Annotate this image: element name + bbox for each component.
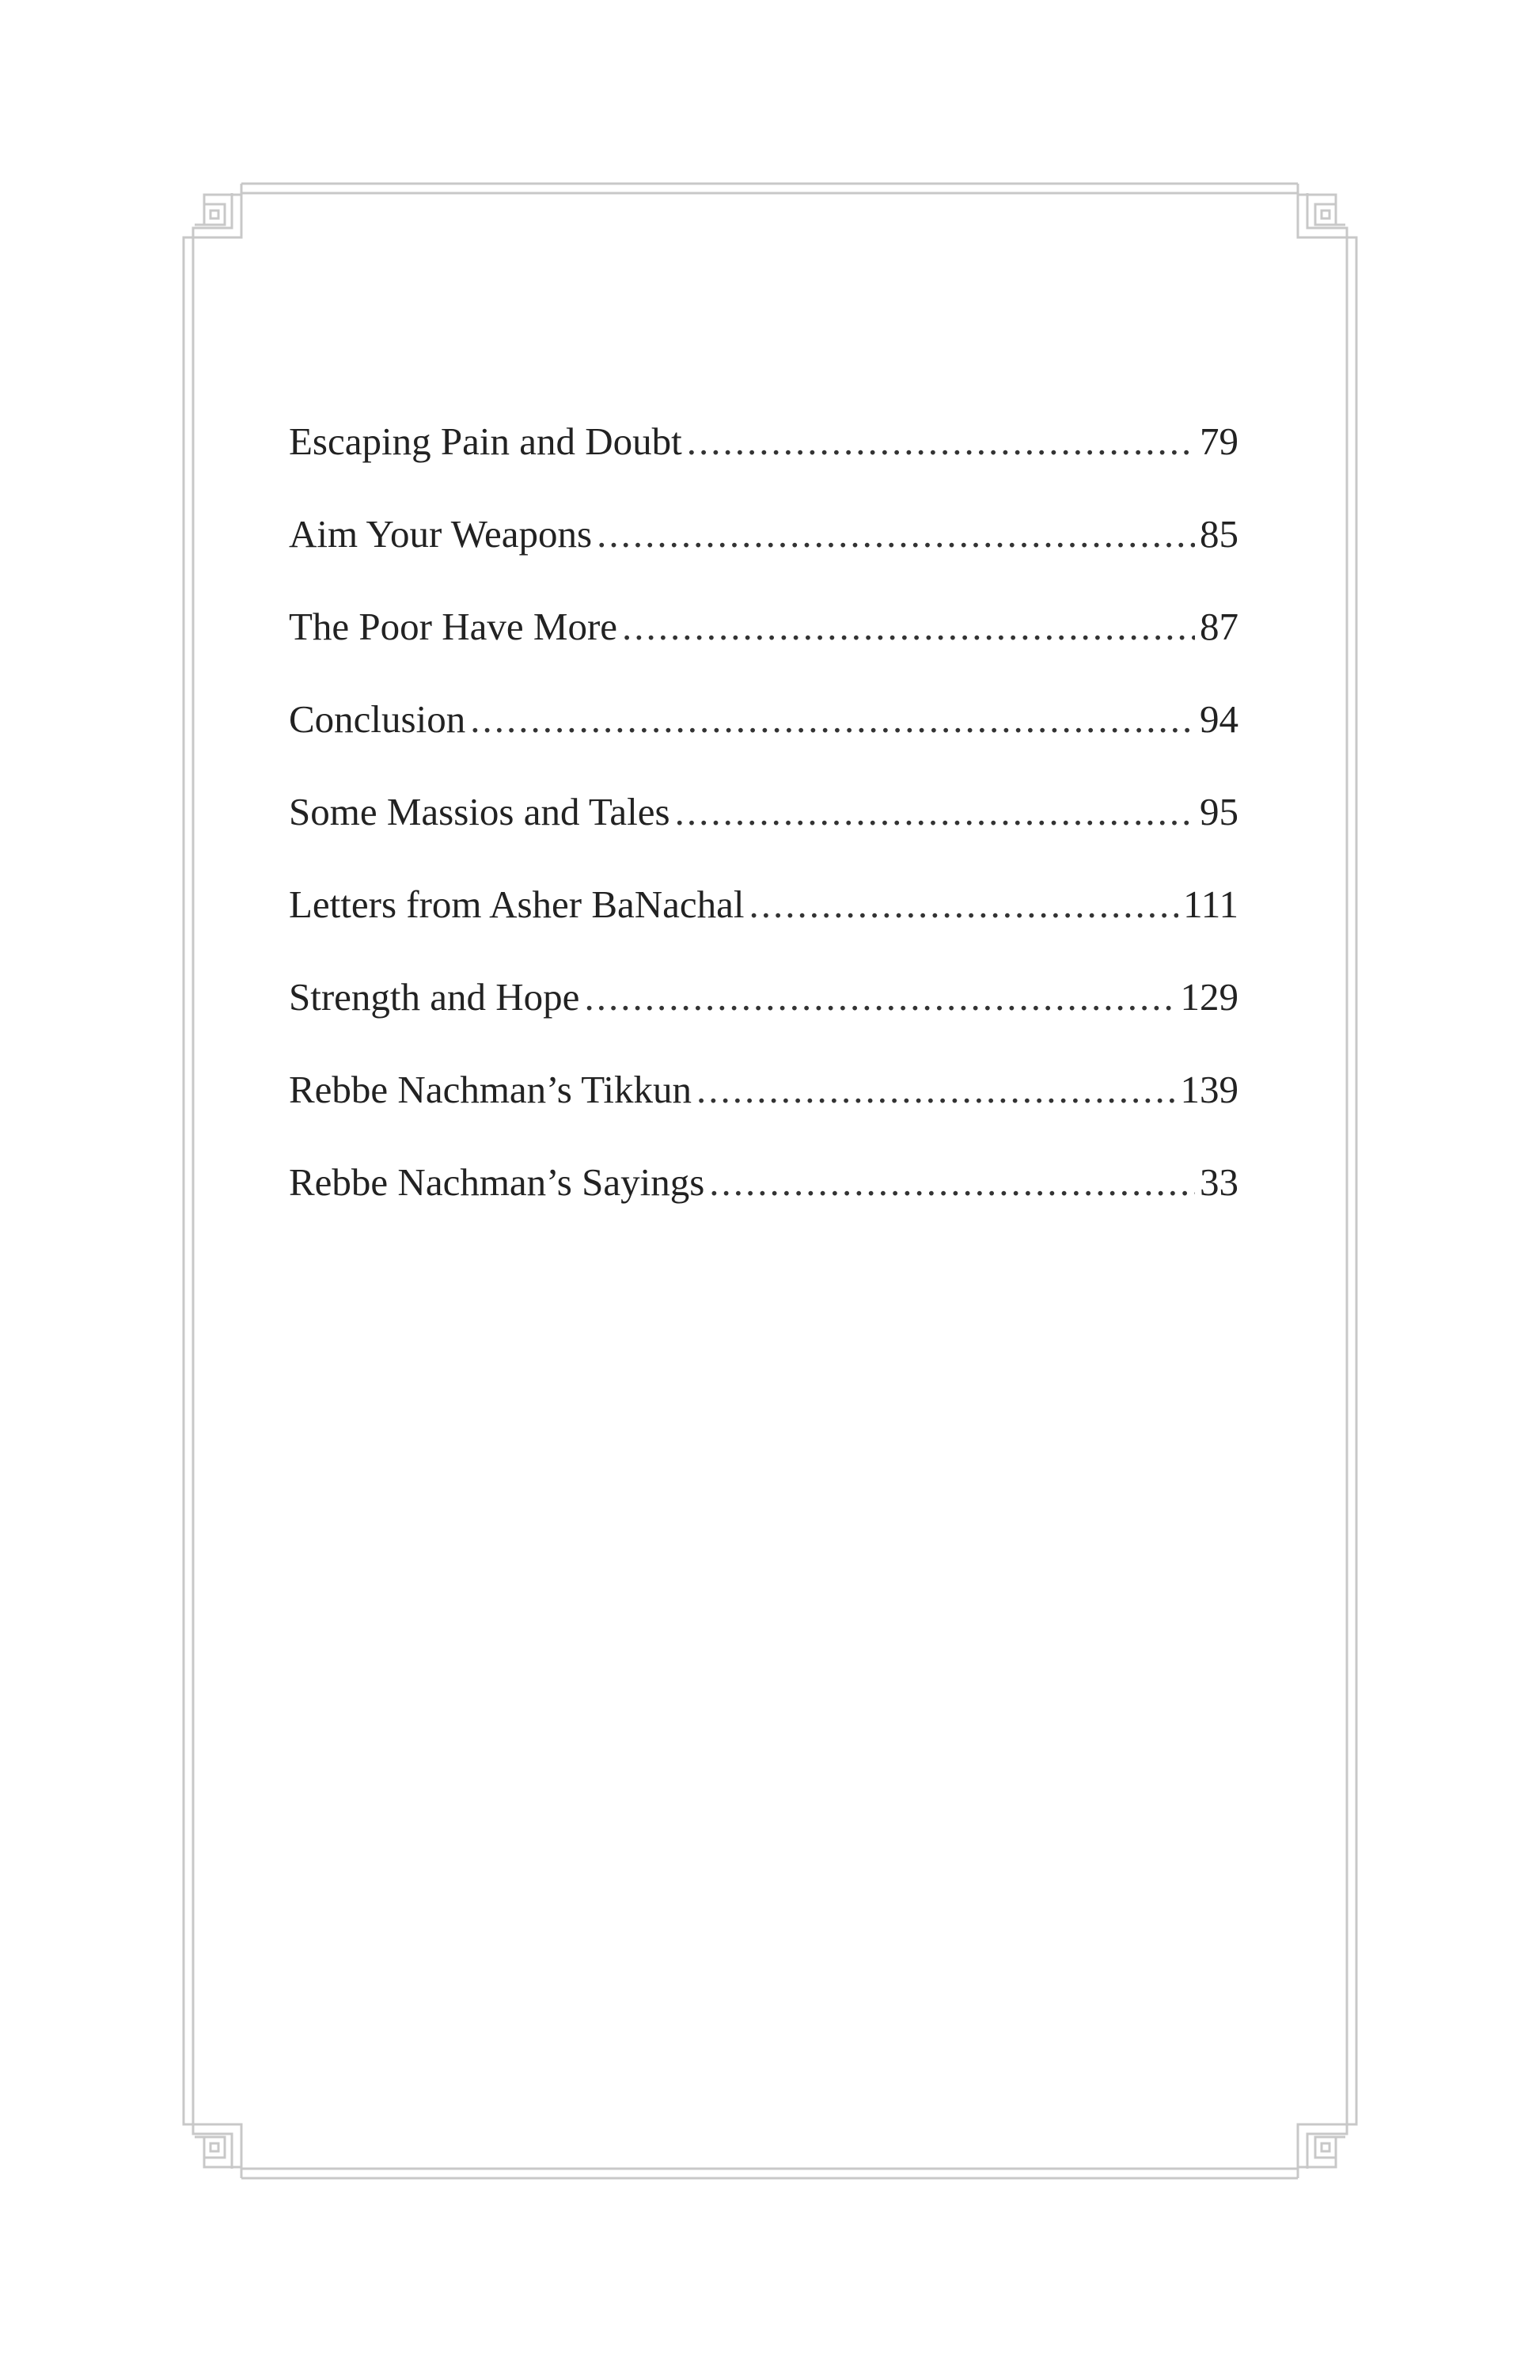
toc-entry — [289, 503, 1238, 595]
toc-entry-page-number: 33 — [1200, 1160, 1238, 1204]
toc-dot-leader — [622, 595, 1195, 659]
corner-ornament-bottom-right — [1298, 2115, 1356, 2178]
toc-entry-page-number: 87 — [1200, 605, 1238, 648]
toc-entry — [289, 873, 1238, 966]
toc-entry-page-number: 85 — [1200, 512, 1238, 556]
toc-dot-leader — [709, 1151, 1195, 1214]
toc-entry-title: Escaping Pain and Doubt — [289, 419, 682, 463]
toc-entry — [289, 1151, 1238, 1243]
toc-entry — [289, 1058, 1238, 1151]
toc-entry — [289, 410, 1238, 503]
toc-entry — [289, 966, 1238, 1058]
toc-entry-page-number: 94 — [1200, 697, 1238, 741]
toc-entry-title: Conclusion — [289, 697, 466, 741]
toc-entry-page-number: 111 — [1183, 883, 1238, 926]
toc-dot-leader — [584, 966, 1175, 1029]
toc-dot-leader — [675, 780, 1195, 844]
toc-entry — [289, 780, 1238, 873]
toc-entry-title: Rebbe Nachman’s Tikkun — [289, 1068, 692, 1111]
toc-entry-title: Aim Your Weapons — [289, 512, 593, 556]
toc-entry-title: Strength and Hope — [289, 975, 580, 1019]
toc-entry — [289, 595, 1238, 688]
toc-entry — [289, 688, 1238, 780]
toc-entry-page-number: 79 — [1200, 419, 1238, 463]
toc-entry-title: Letters from Asher BaNachal — [289, 883, 745, 926]
toc-entry-page-number: 95 — [1200, 790, 1238, 833]
toc-dot-leader — [696, 1058, 1175, 1122]
toc-entry-title: Some Massios and Tales — [289, 790, 670, 833]
toc-entry-title: The Poor Have More — [289, 605, 618, 648]
table-of-contents — [289, 410, 1238, 1243]
toc-dot-leader — [749, 873, 1179, 936]
toc-entry-page-number: 139 — [1180, 1068, 1238, 1111]
toc-dot-leader — [470, 688, 1195, 751]
toc-entry-title: Rebbe Nachman’s Sayings — [289, 1160, 705, 1204]
corner-ornament-top-right — [1298, 184, 1356, 247]
toc-entry-page-number: 129 — [1180, 975, 1238, 1019]
corner-ornament-bottom-left — [184, 2115, 241, 2178]
corner-ornament-top-left — [184, 184, 241, 247]
toc-dot-leader — [597, 503, 1195, 566]
toc-dot-leader — [687, 410, 1195, 473]
